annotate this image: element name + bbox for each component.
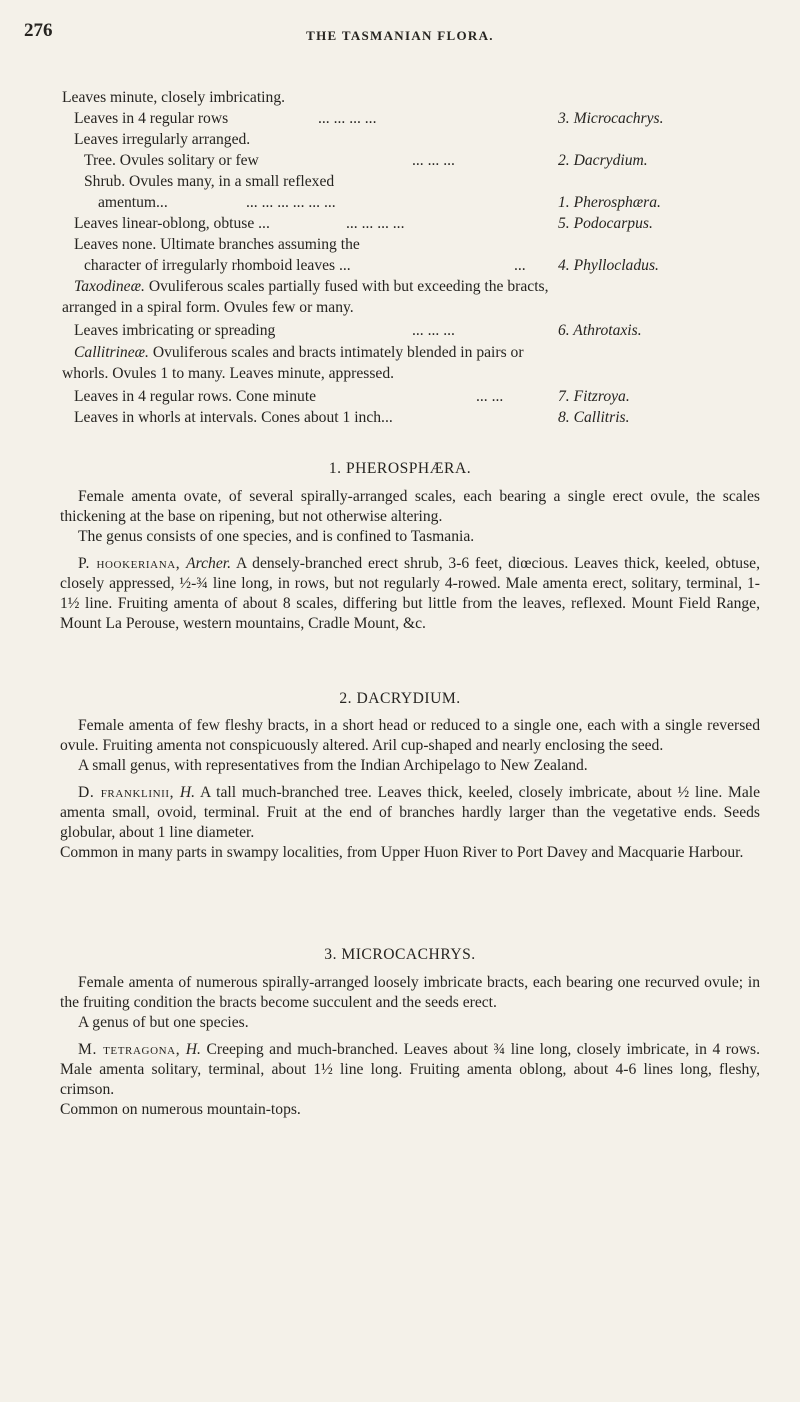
species-name: M. tetragona, [78, 1041, 181, 1059]
genus-desc-paragraph: Female amenta ovate, of several spirally-arranged scales, each bearing a single erect ovule, the scales thickening at the base on ripening, but not otherwise altering. [60, 488, 760, 525]
leader-dots: ... ... ... ... [318, 110, 377, 127]
leader-dots: ... ... ... ... ... ... [246, 194, 336, 211]
genus-heading: 1. PHEROSPHÆRA. [328, 460, 472, 477]
key-line: Leaves none. Ultimate branches assuming the [74, 236, 360, 253]
species-name: P. hookeriana, [78, 555, 181, 573]
key-ref-genus: 7. Fitzroya. [558, 388, 630, 405]
page-number: 276 [24, 20, 53, 41]
genus-desc-paragraph: Female amenta of numerous spirally-arranged loosely imbricate bracts, each bearing one recurved ovule; in the fruiting condition the bracts become succulent and the seeds erect. [60, 974, 760, 1011]
key-line: Leaves in 4 regular rows. Cone minute [74, 388, 317, 405]
tribe-name: Callitrineæ. [74, 344, 149, 361]
species-author: Archer. [186, 555, 231, 573]
key-ref [558, 321, 642, 341]
key-ref-genus: 4. Phyllocladus. [558, 257, 659, 274]
genus-description [60, 487, 760, 634]
key-ref [558, 109, 664, 129]
genus-note: The genus consists of one species, and is confined to Tasmania. [78, 527, 475, 545]
key-ref-genus: 8. Callitris. [558, 409, 630, 426]
key-ref [558, 408, 630, 428]
key-ref-genus: 6. Athrotaxis. [558, 322, 642, 339]
key-line: Leaves minute, closely imbricating. [62, 89, 286, 106]
key-ref [558, 214, 653, 234]
key-ref [558, 387, 630, 407]
key-line: Leaves linear-oblong, obtuse ... [74, 215, 270, 232]
species-name: D. franklinii, [78, 784, 175, 802]
leader-dots: ... ... ... [412, 152, 455, 169]
key-ref-genus: 2. Dacrydium. [558, 152, 648, 169]
species-text: A densely-branched erect shrub, 3-6 feet, diœcious. Leaves thick, keeled, obtuse, closely appressed, ½-¾ line long, in rows, but not regularly 4-rowed. Male amenta erect, solitary, terminal, 1-1½ line. Fruiting amenta of about 8 scales, differing but little from the leaves, reflexed. Mount Field Range, Mount La Perouse, western mountains, Cradle Mount, &c. [60, 555, 760, 632]
leader-dots: ... [514, 257, 526, 274]
key-line: Leaves irregularly arranged. [74, 131, 251, 148]
key-line: arranged in a spiral form. Ovules few or many. [62, 299, 354, 316]
key-ref-genus: 1. Pherosphæra. [558, 194, 661, 211]
species-entry [60, 783, 760, 842]
genus-heading: 3. MICROCACHRYS. [324, 946, 476, 963]
tribe-desc: Ovuliferous scales partially fused with but exceeding the bracts, [148, 278, 549, 295]
species-author: H. [185, 1041, 201, 1059]
leader-dots: ... ... [476, 388, 504, 405]
leader-dots: ... ... ... [412, 322, 455, 339]
key-ref [558, 256, 659, 276]
leader-dots: ... ... ... ... [346, 215, 405, 232]
key-line: Leaves imbricating or spreading [74, 322, 276, 339]
key-line: whorls. Ovules 1 to many. Leaves minute, appressed. [62, 365, 395, 382]
key-line: character of irregularly rhomboid leaves ... [84, 257, 351, 274]
species-entry [60, 1040, 760, 1099]
running-head: THE TASMANIAN FLORA. [306, 28, 494, 43]
species-text: A tall much-branched tree. Leaves thick, keeled, closely imbricate, about ½ line. Male amenta small, ovoid, terminal. Fruit at the end of branches hardly larger than the vegetative ends. Seeds globular, about 1 line diameter. [60, 784, 761, 841]
key-line: amentum... [98, 194, 168, 211]
genus-description [60, 973, 760, 1120]
tribe-desc: Ovuliferous scales and bracts intimately blended in pairs or [152, 344, 524, 361]
key-line: Tree. Ovules solitary or few [84, 152, 259, 169]
key-ref-genus: 3. Microcachrys. [558, 110, 664, 127]
genus-note: A small genus, with representatives from the Indian Archipelago to New Zealand. [78, 756, 588, 774]
species-author: H. [179, 784, 196, 802]
genus-description [60, 716, 760, 863]
key-line: Leaves in whorls at intervals. Cones about 1 inch... [74, 409, 393, 426]
key-line: Leaves in 4 regular rows [74, 110, 229, 127]
key-tribe-line [74, 277, 549, 297]
species-entry [60, 554, 760, 633]
key-tribe-line [74, 343, 524, 363]
key-ref-genus: 5. Podocarpus. [558, 215, 653, 232]
genus-note: A genus of but one species. [78, 1013, 249, 1031]
genus-heading: 2. DACRYDIUM. [339, 690, 461, 707]
species-text: Creeping and much-branched. Leaves about ¾ line long, closely imbricate, in 4 rows. Male amenta solitary, terminal, about 1½ line long. Fruiting amenta oblong, about 4-6 lines long, fleshy, crimson. [60, 1041, 761, 1098]
key-ref [558, 193, 661, 213]
key-line: Shrub. Ovules many, in a small reflexed [84, 173, 335, 190]
genus-desc-paragraph: Female amenta of few fleshy bracts, in a short head or reduced to a single one, each with a single reversed ovule. Fruiting amenta not conspicuously altered. Aril cup-shaped and nearly enclosing the seed. [60, 717, 760, 754]
species-habitat: Common on numerous mountain-tops. [60, 1100, 301, 1118]
key-ref [558, 151, 648, 171]
species-habitat: Common in many parts in swampy localities, from Upper Huon River to Port Davey and Macquarie Harbour. [60, 843, 744, 861]
tribe-name: Taxodineæ. [74, 278, 145, 295]
